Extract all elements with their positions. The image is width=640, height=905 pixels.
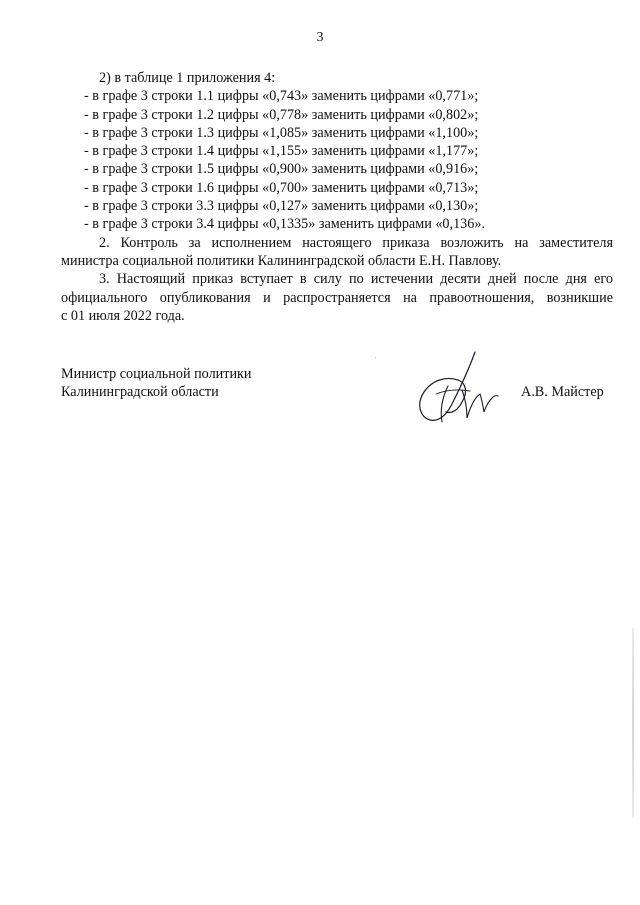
handwritten-signature xyxy=(412,346,512,430)
amendment-item: - в графе 3 строки 1.4 цифры «1,155» заменить цифрами «1,177»; xyxy=(84,143,479,160)
signatory-position xyxy=(61,365,252,402)
page-number: 3 xyxy=(316,30,324,45)
paragraph-3-line-2: официального опубликования и распространяется на правоотношения, возникшие xyxy=(61,289,613,306)
paragraph-2-line-1: 2. Контроль за исполнением настоящего приказа возложить на заместителя xyxy=(99,234,613,251)
scan-speck xyxy=(375,357,376,358)
amendment-item: - в графе 3 строки 1.5 цифры «0,900» заменить цифрами «0,916»; xyxy=(84,161,479,178)
amendment-item: - в графе 3 строки 3.3 цифры «0,127» заменить цифрами «0,130»; xyxy=(84,198,479,215)
paragraph-3-line-1: 3. Настоящий приказ вступает в силу по истечении десяти дней после дня его xyxy=(99,271,613,288)
table-amendment-heading: 2) в таблице 1 приложения 4: xyxy=(99,70,276,86)
signatory-position-line-1: Министр социальной политики xyxy=(61,366,252,382)
amendment-item: - в графе 3 строки 1.1 цифры «0,743» заменить цифрами «0,771»; xyxy=(84,88,479,105)
amendment-item: - в графе 3 строки 1.6 цифры «0,700» заменить цифрами «0,713»; xyxy=(84,179,479,196)
signatory-position-line-2: Калининградской области xyxy=(61,384,219,401)
amendment-item: - в графе 3 строки 3.4 цифры «0,1335» заменить цифрами «0,136». xyxy=(84,216,485,233)
signatory-name: А.В. Майстер xyxy=(521,384,604,400)
paragraph-2-line-2: министра социальной политики Калининградской области Е.Н. Павлову. xyxy=(61,252,502,269)
scan-edge-mark xyxy=(632,628,634,818)
paragraph-3-line-3: с 01 июля 2022 года. xyxy=(61,307,185,324)
document-body xyxy=(61,69,613,325)
amendment-item: - в графе 3 строки 1.3 цифры «1,085» заменить цифрами «1,100»; xyxy=(84,124,479,141)
amendment-item: - в графе 3 строки 1.2 цифры «0,778» заменить цифрами «0,802»; xyxy=(84,106,479,123)
